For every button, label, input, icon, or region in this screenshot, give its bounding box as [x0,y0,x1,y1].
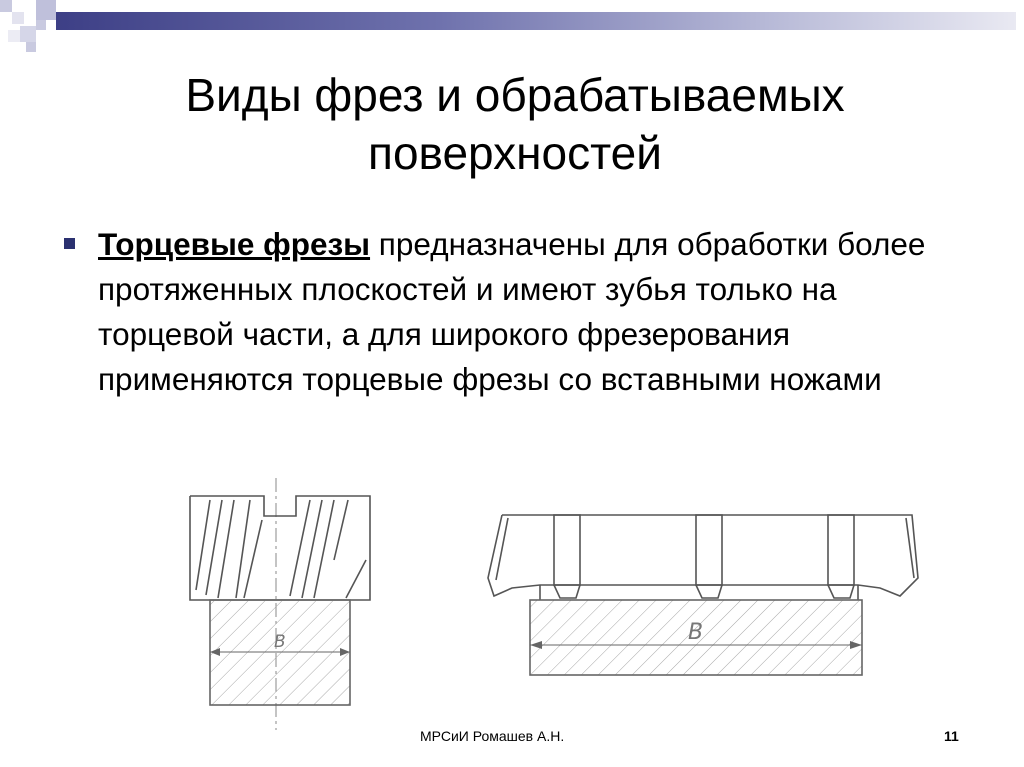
decorative-squares [0,0,80,60]
left-dimension-label: B [274,632,286,652]
milling-cutter-drawing [0,470,1024,730]
title-line-1: Виды фрез и обрабатываемых [185,69,845,121]
slide-title [40,66,990,182]
page-number: 11 [944,728,959,744]
bullet-square-icon [64,238,75,249]
right-cutter-figure [488,515,918,675]
bullet-text [98,222,968,402]
left-cutter-figure [190,478,370,730]
title-bar-decoration [56,12,1016,30]
footer-author: МРСиИ Ромашев А.Н. [420,728,565,744]
title-line-2: поверхностей [368,127,662,179]
right-dimension-label: B [688,620,704,645]
bullet-term: Торцевые фрезы [98,226,371,262]
bullet-body: предназначены для обработки более протяженных плоскостей и имеют зубья только на торцевой части, а для широкого фрезерования применяются торцевые фрезы со вставными ножами [98,226,926,397]
